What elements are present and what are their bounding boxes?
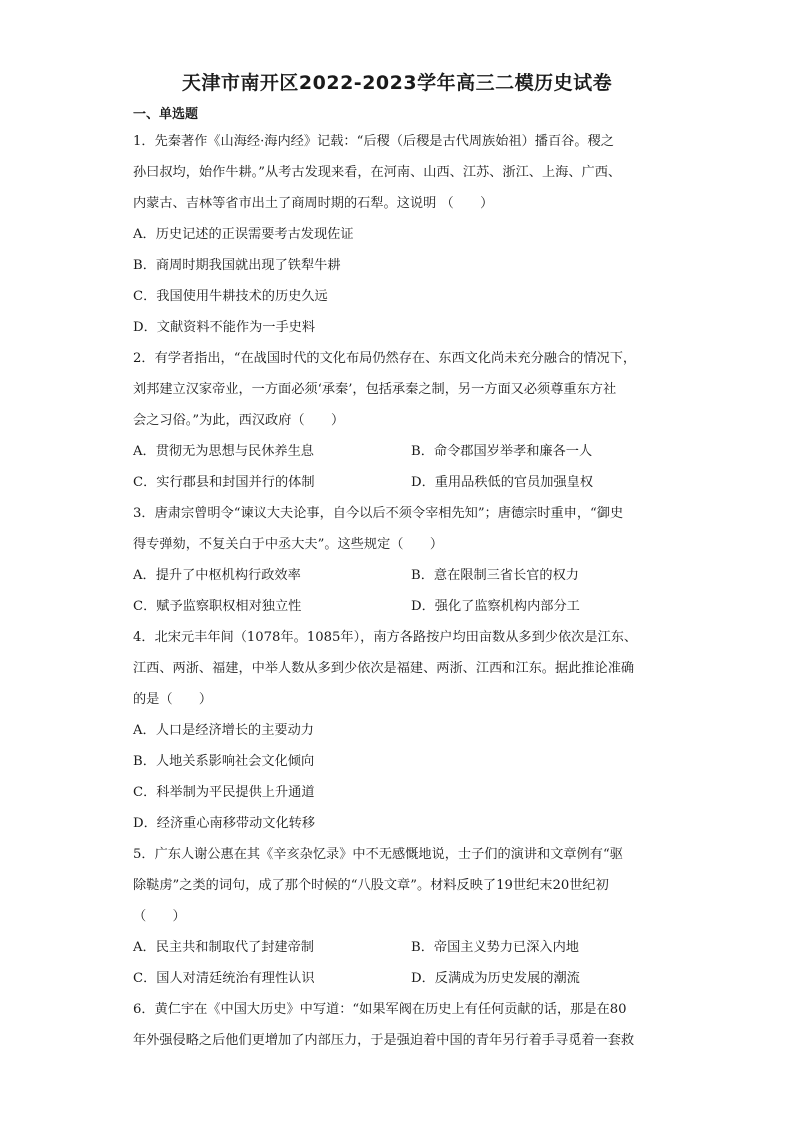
option-c: C．国人对清廷统治有理性认识 <box>133 971 315 986</box>
question-stem-line: 得专弹劾，不复关白于中丞大夫”。这些规定（ ） <box>133 537 444 552</box>
option-row <box>133 436 665 467</box>
option-a: A．民主共和制取代了封建帝制 <box>133 940 314 955</box>
question-stem-line: 江西、两浙、福建，中举人数从多到少依次是福建、两浙、江西和江东。据此推论准确 <box>133 661 635 676</box>
option-b: B．商周时期我国就出现了铁犁牛耕 <box>133 258 341 273</box>
question-stem-line: 会之习俗。”为此，西汉政府（ ） <box>133 413 345 428</box>
option-row <box>133 591 665 622</box>
option-c: C．我国使用牛耕技术的历史久远 <box>133 289 328 304</box>
option-b: B．帝国主义势力已深入内地 <box>411 940 579 955</box>
option-c: C．科举制为平民提供上升通道 <box>133 785 315 800</box>
section-heading: 一、单选题 <box>133 107 199 122</box>
question-stem-line: 4．北宋元丰年间（1078年。1085年），南方各路按户均田亩数从多到少依次是江东、 <box>133 630 638 645</box>
option-row <box>133 467 665 498</box>
question-stem-line: 年外强侵略之后他们更增加了内部压力，于是强迫着中国的青年另行着手寻觅着一套救 <box>133 1033 635 1048</box>
option-b: B．人地关系影响社会文化倾向 <box>133 754 315 769</box>
option-a: A．贯彻无为思想与民休养生息 <box>133 444 314 459</box>
question-stem-line: 孙曰叔均，始作牛耕。”从考古发现来看，在河南、山西、江苏、浙江、上海、广西、 <box>133 165 622 180</box>
page-title: 天津市南开区2022-2023学年高三二模历史试卷 <box>181 72 613 94</box>
question-5 <box>133 839 665 994</box>
option-a: A．历史记述的正误需要考古发现佐证 <box>133 227 354 242</box>
option-row <box>133 932 665 963</box>
option-c: C．赋予监察职权相对独立性 <box>133 599 302 614</box>
option-d: D．强化了监察机构内部分工 <box>411 599 580 614</box>
option-c: C．实行郡县和封国并行的体制 <box>133 475 315 490</box>
question-list <box>133 126 665 1056</box>
question-stem-line: 除鞑虏”之类的词句，成了那个时候的“八股文章”。材料反映了19世纪末20世纪初 <box>133 878 609 893</box>
question-stem-line: 的是（ ） <box>133 692 213 707</box>
option-d: D．经济重心南移带动文化转移 <box>133 816 316 831</box>
question-1 <box>133 126 665 343</box>
question-stem-line: 6．黄仁宇在《中国大历史》中写道：“如果军阀在历史上有任何贡献的话，那是在80 <box>133 1002 627 1017</box>
option-a: A．提升了中枢机构行政效率 <box>133 568 301 583</box>
option-b: B．命令郡国岁举孝和廉各一人 <box>411 444 593 459</box>
option-b: B．意在限制三省长官的权力 <box>411 568 579 583</box>
option-a: A．人口是经济增长的主要动力 <box>133 723 314 738</box>
option-d: D．重用品秩低的官员加强皇权 <box>411 475 594 490</box>
question-3 <box>133 498 665 622</box>
question-stem-line: 3．唐肃宗曾明令“谏议大夫论事，自今以后不须令宰相先知”；唐德宗时重申，“御史 <box>133 506 624 521</box>
option-d: D．反满成为历史发展的潮流 <box>411 971 580 986</box>
option-row <box>133 560 665 591</box>
question-stem-line: 2．有学者指出，“在战国时代的文化布局仍然存在、东西文化尚未充分融合的情况下， <box>133 351 637 366</box>
question-4 <box>133 622 665 839</box>
question-stem-line: 内蒙古、吉林等省市出土了商周时期的石犁。这说明 （ ） <box>133 196 494 211</box>
question-stem-line: 1．先秦著作《山海经·海内经》记载：“后稷（后稷是古代周族始祖）播百谷。稷之 <box>133 134 614 149</box>
option-d: D．文献资料不能作为一手史料 <box>133 320 316 335</box>
question-stem-line: （ ） <box>133 909 186 924</box>
question-stem-line: 5．广东人谢公惠在其《辛亥杂忆录》中不无感慨地说，士子们的演讲和文章例有“驱 <box>133 847 623 862</box>
question-stem-line: 刘邦建立汉家帝业，一方面必须‘承秦’，包括承秦之制，另一方面又必须尊重东方社 <box>133 382 617 397</box>
question-6 <box>133 994 665 1056</box>
option-row <box>133 963 665 994</box>
question-2 <box>133 343 665 498</box>
